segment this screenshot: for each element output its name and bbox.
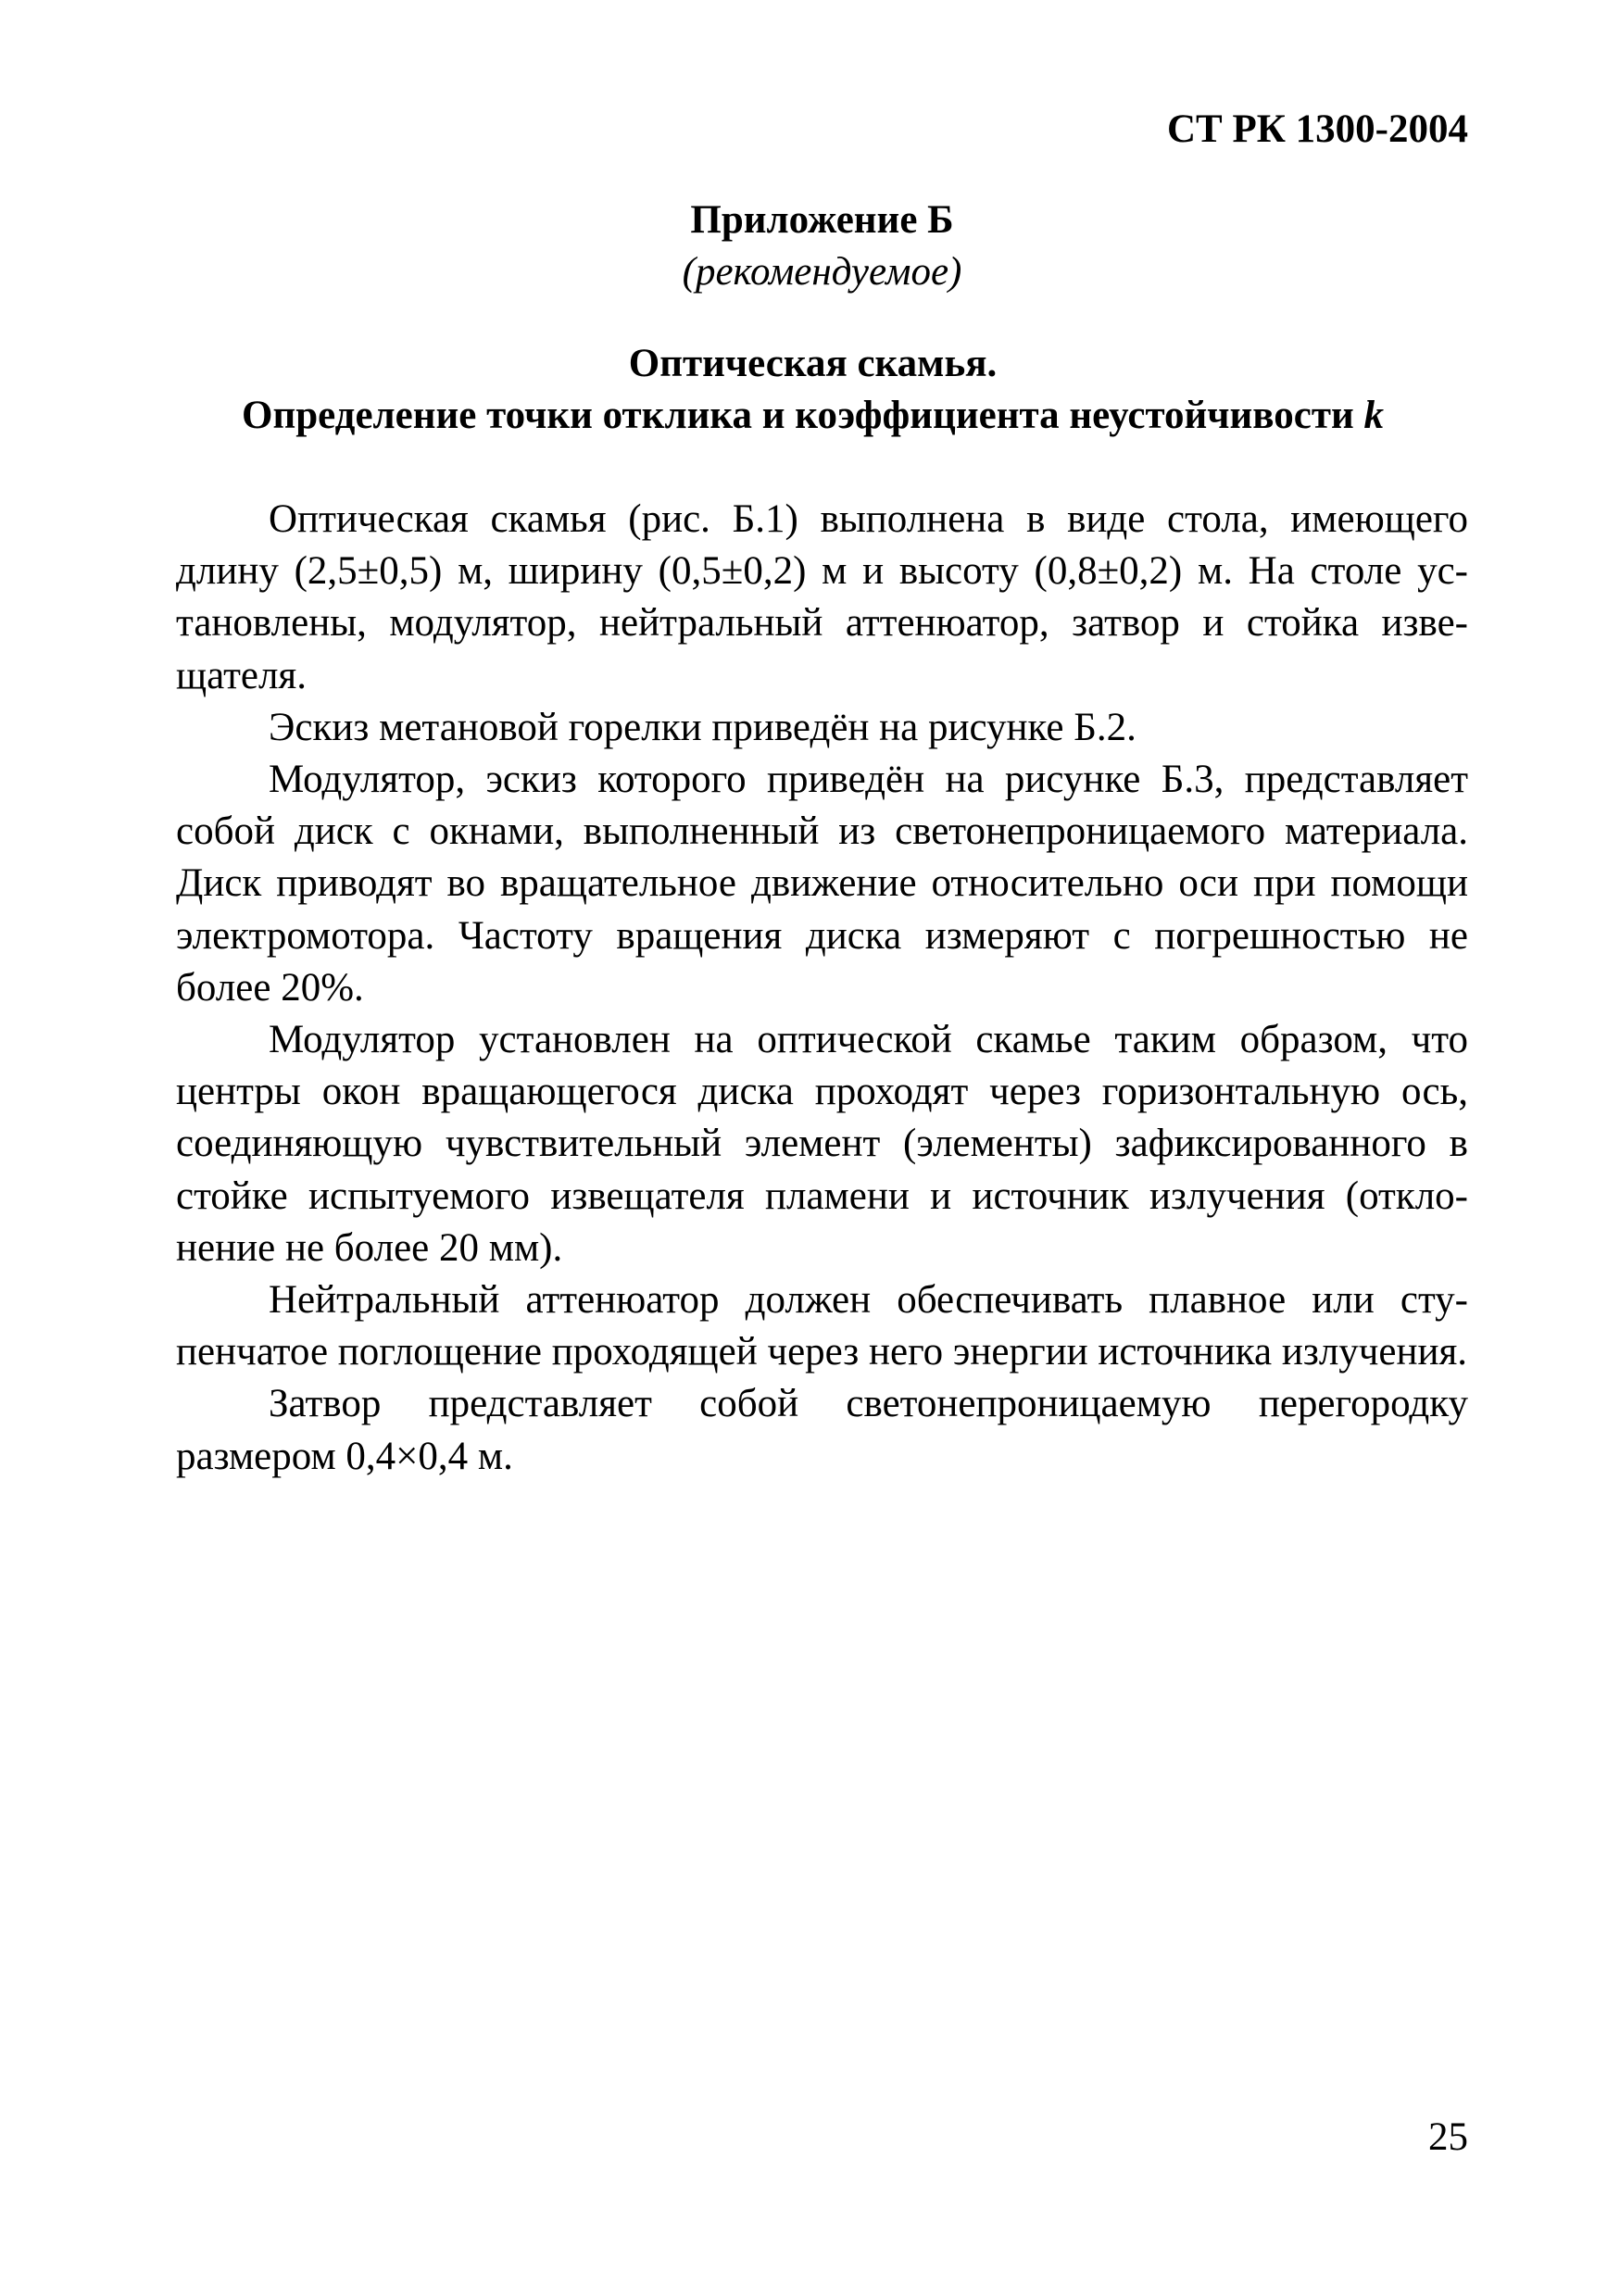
section-title-line-1: Оптическая скамья. — [628, 342, 998, 385]
body-text — [176, 494, 1468, 1483]
paragraph: Модулятор, эскиз которого приведён на рисунке Б.3, представляет собой диск с окнами, выполненный из светонепроницаемого материала. Диск приводят во вращательное движение относительно оси при помощи электромотора. Частоту вращения диска измеряют с погрешностью не более 20%. — [176, 758, 1468, 1010]
paragraph: Нейтральный аттенюатор должен обеспечивать плавное или ступенчатое поглощение проходящей через него энергии источника излучения. — [176, 1278, 1468, 1374]
page-number: 25 — [1428, 2115, 1468, 2159]
appendix-title: Приложение Б — [690, 198, 954, 242]
document-code: СТ РК 1300-2004 — [1167, 107, 1468, 151]
section-title-line-2 — [157, 390, 1468, 442]
paragraph: Модулятор установлен на оптической скамье таким образом, что центры окон вращающегося диска проходят через горизонтальную ось, соединяющую чувствительный элемент (элементы) зафиксированного в стойке испытуемого извещателя пламени и источник излучения (отклонение не более 20 мм). — [176, 1018, 1468, 1270]
section-heading — [157, 338, 1468, 442]
appendix-heading — [176, 194, 1468, 298]
paragraph: Эскиз метановой горелки приведён на рисунке Б.2. — [269, 705, 1137, 749]
section-title-line-2-text: Определение точки отклика и коэффициента неустойчивости — [242, 394, 1364, 437]
paragraph: Затвор представляет собой светонепроницаемую перегородку размером 0,4×0,4 м. — [176, 1382, 1468, 1478]
coefficient-variable: k — [1363, 394, 1384, 437]
paragraph: Оптическая скамья (рис. Б.1) выполнена в виде стола, имеющего длину (2,5±0,5) м, ширину (0,5±0,2) м и высоту (0,8±0,2) м. На столе установлены, модулятор, нейтральный аттенюатор, затвор и стойка извещателя. — [176, 497, 1468, 697]
appendix-note: (рекомендуемое) — [682, 250, 962, 294]
